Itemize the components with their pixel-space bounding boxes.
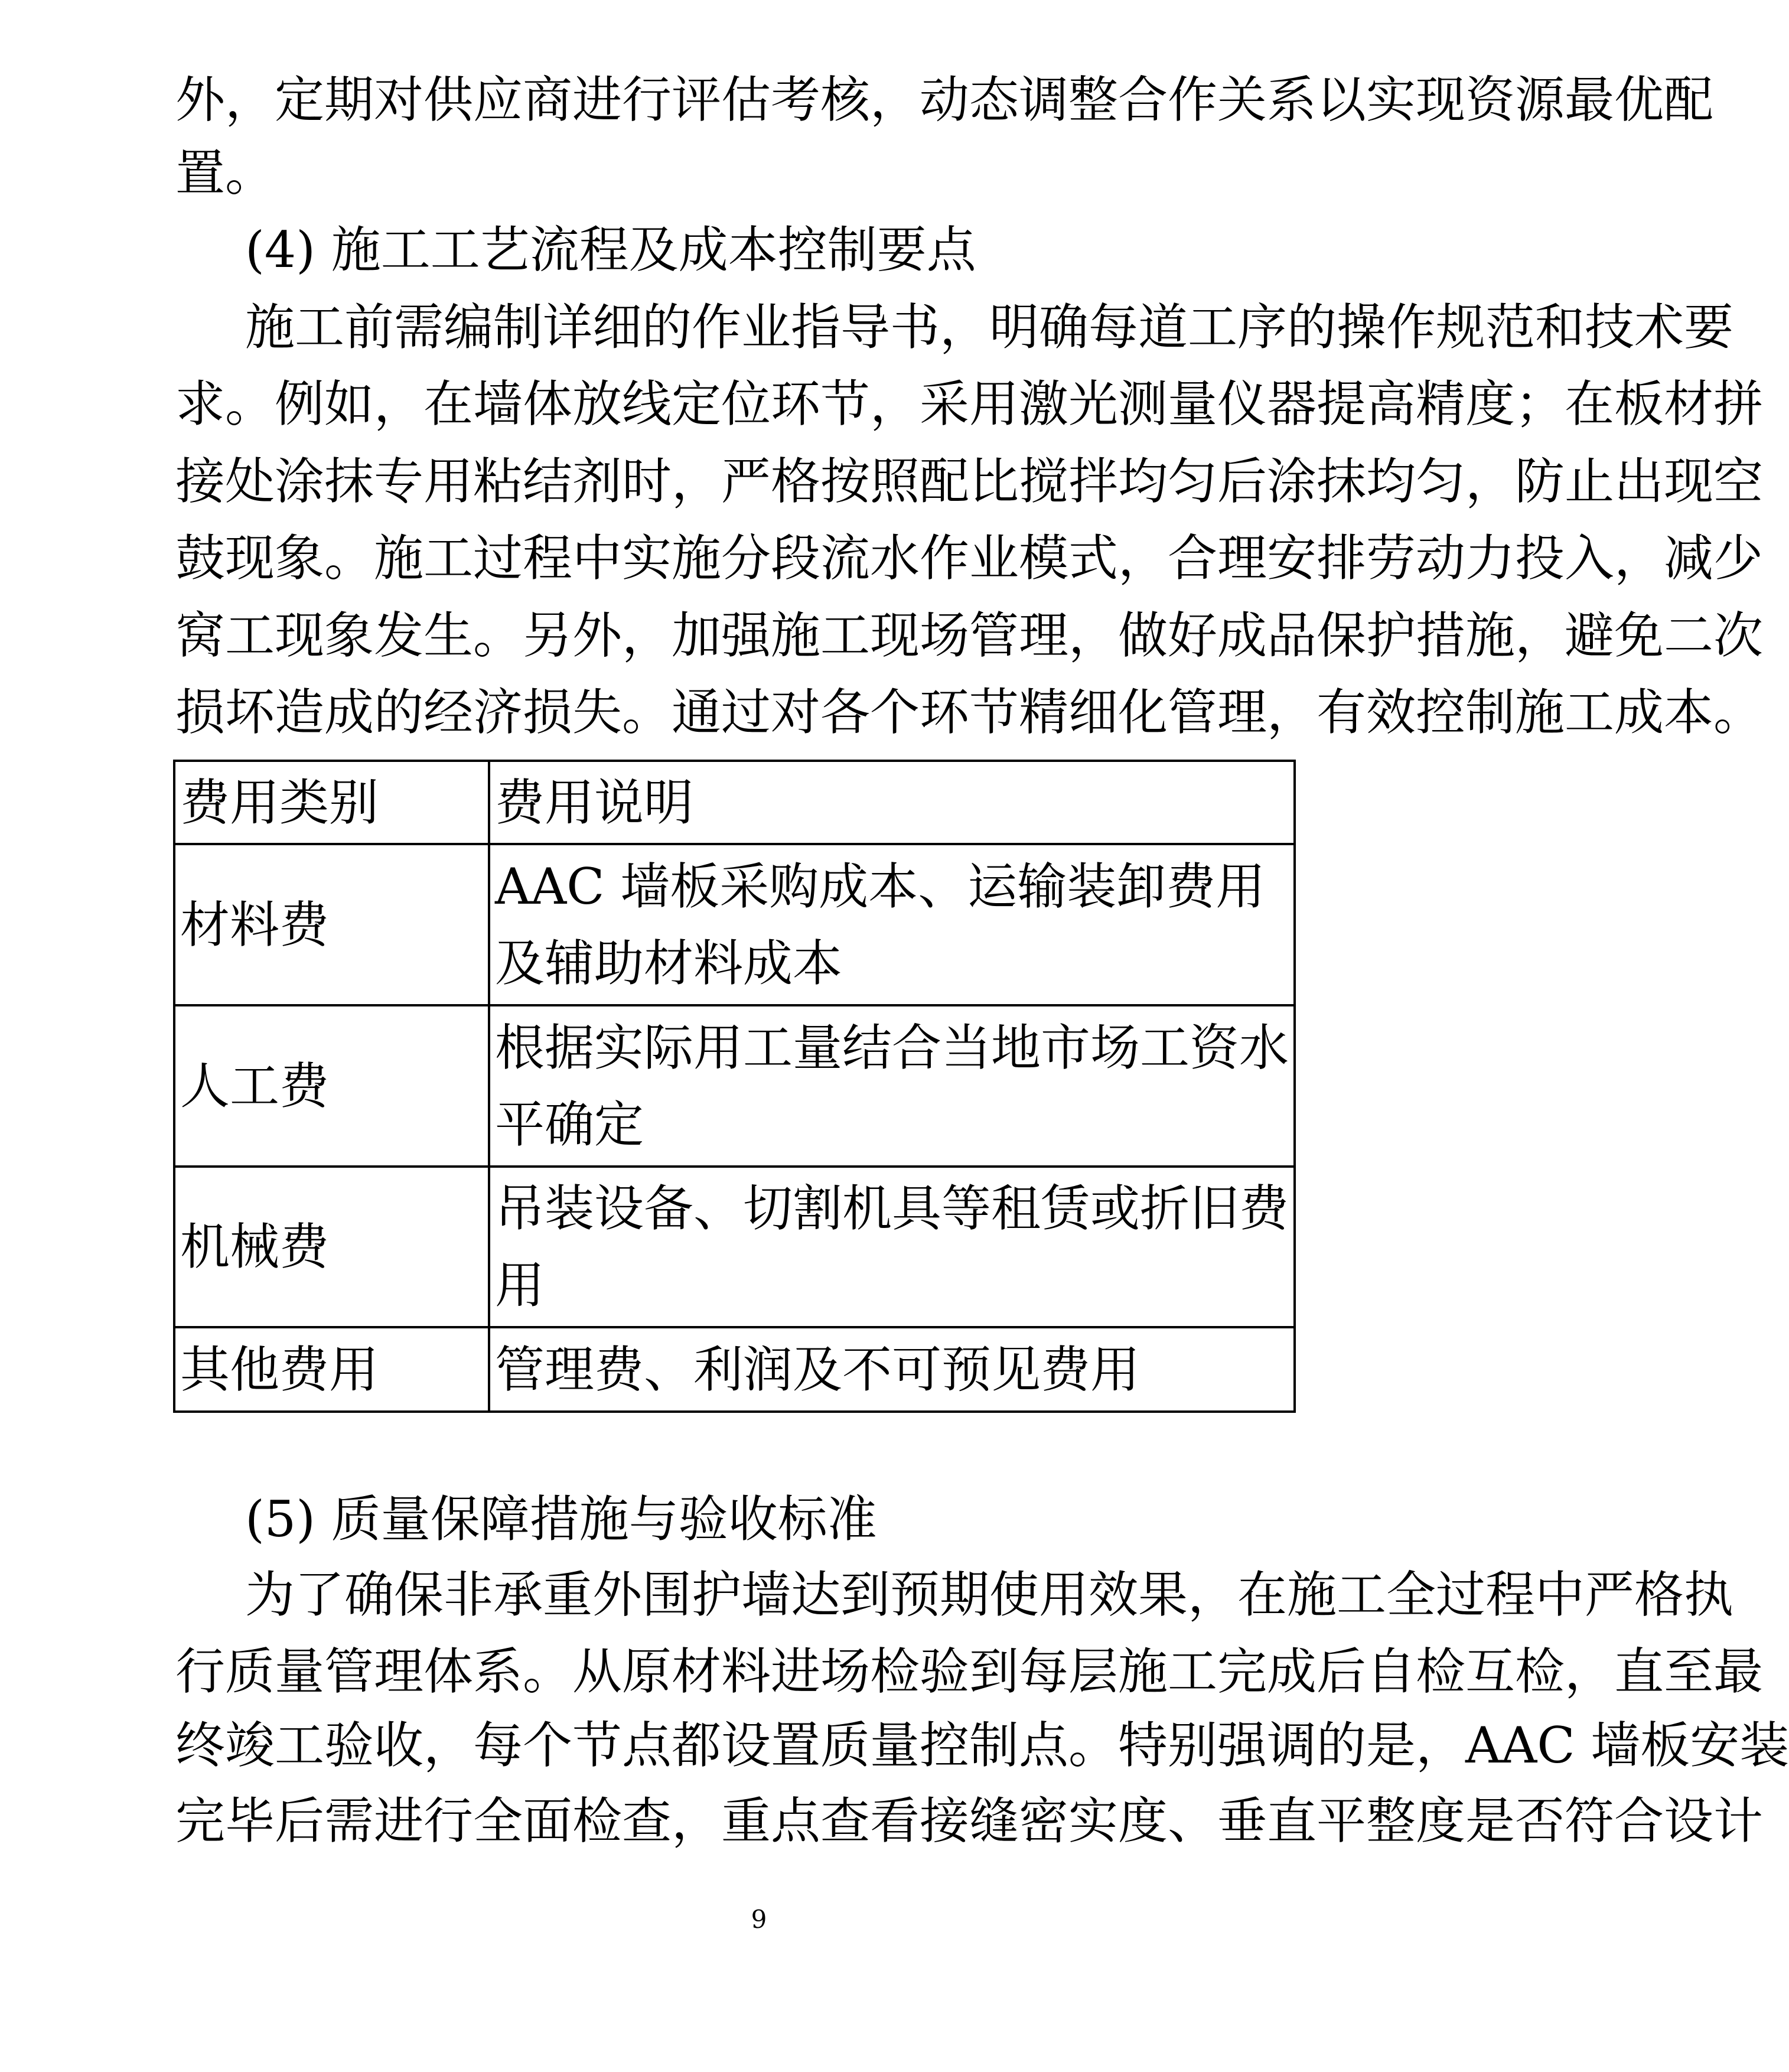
description-line: 及辅助材料成本 [494,934,842,992]
table-row [174,1327,1295,1412]
paragraph-line: 损坏造成的经济损失。通过对各个环节精细化管理，有效控制施工成本。 [175,683,1764,741]
paragraph-line: 置。 [175,144,275,202]
description-line: 吊装设备、切割机具等租赁或折旧费 [494,1180,1289,1237]
paragraph-line: 为了确保非承重外围护墙达到预期使用效果，在施工全过程中严格执 [245,1566,1734,1624]
description-cell [489,844,1295,1005]
description-cell [489,1005,1295,1167]
description-line: 用 [494,1256,545,1314]
category-cell: 材料费 [174,844,489,1005]
table-row [174,1167,1295,1327]
paragraph-line: 接处涂抹专用粘结剂时，严格按照配比搅拌均匀后涂抹均匀，防止出现空 [175,452,1764,510]
section-heading-4: (4) 施工工艺流程及成本控制要点 [245,221,976,279]
paragraph-line: 鼓现象。施工过程中实施分段流水作业模式，合理安排劳动力投入，减少 [175,529,1764,587]
paragraph-line: 终竣工验收，每个节点都设置质量控制点。特别强调的是，AAC 墙板安装 [175,1716,1789,1774]
page-number: 9 [751,1905,767,1934]
description-line: AAC 墙板采购成本、运输装卸费用 [494,857,1266,916]
category-cell: 其他费用 [174,1327,489,1412]
table-row [174,844,1295,1005]
paragraph-line: 行质量管理体系。从原材料进场检验到每层施工完成后自检互检，直至最 [175,1643,1764,1700]
description-line: 管理费、利润及不可预见费用 [494,1340,1140,1399]
description-line: 平确定 [494,1095,644,1154]
header-cell-category: 费用类别 [174,761,489,844]
header-cell-description: 费用说明 [489,761,1295,844]
paragraph-line: 外，定期对供应商进行评估考核，动态调整合作关系以实现资源最优配 [175,71,1714,129]
description-cell [489,1167,1295,1327]
table-header-row [174,761,1295,844]
paragraph-line: 窝工现象发生。另外，加强施工现场管理，做好成品保护措施，避免二次 [175,607,1764,664]
paragraph-line: 施工前需编制详细的作业指导书，明确每道工序的操作规范和技术要 [245,298,1734,356]
table-row [174,1005,1295,1167]
category-cell: 机械费 [174,1167,489,1327]
paragraph-line: 完毕后需进行全面检查，重点查看接缝密实度、垂直平整度是否符合设计 [175,1792,1764,1850]
section-heading-5: (5) 质量保障措施与验收标准 [245,1490,877,1548]
cost-table [173,760,1296,1413]
category-cell: 人工费 [174,1005,489,1167]
description-line: 根据实际用工量结合当地市场工资水 [494,1018,1289,1077]
description-cell [489,1327,1295,1412]
paragraph-line: 求。例如，在墙体放线定位环节，采用激光测量仪器提高精度；在板材拼 [175,375,1764,433]
